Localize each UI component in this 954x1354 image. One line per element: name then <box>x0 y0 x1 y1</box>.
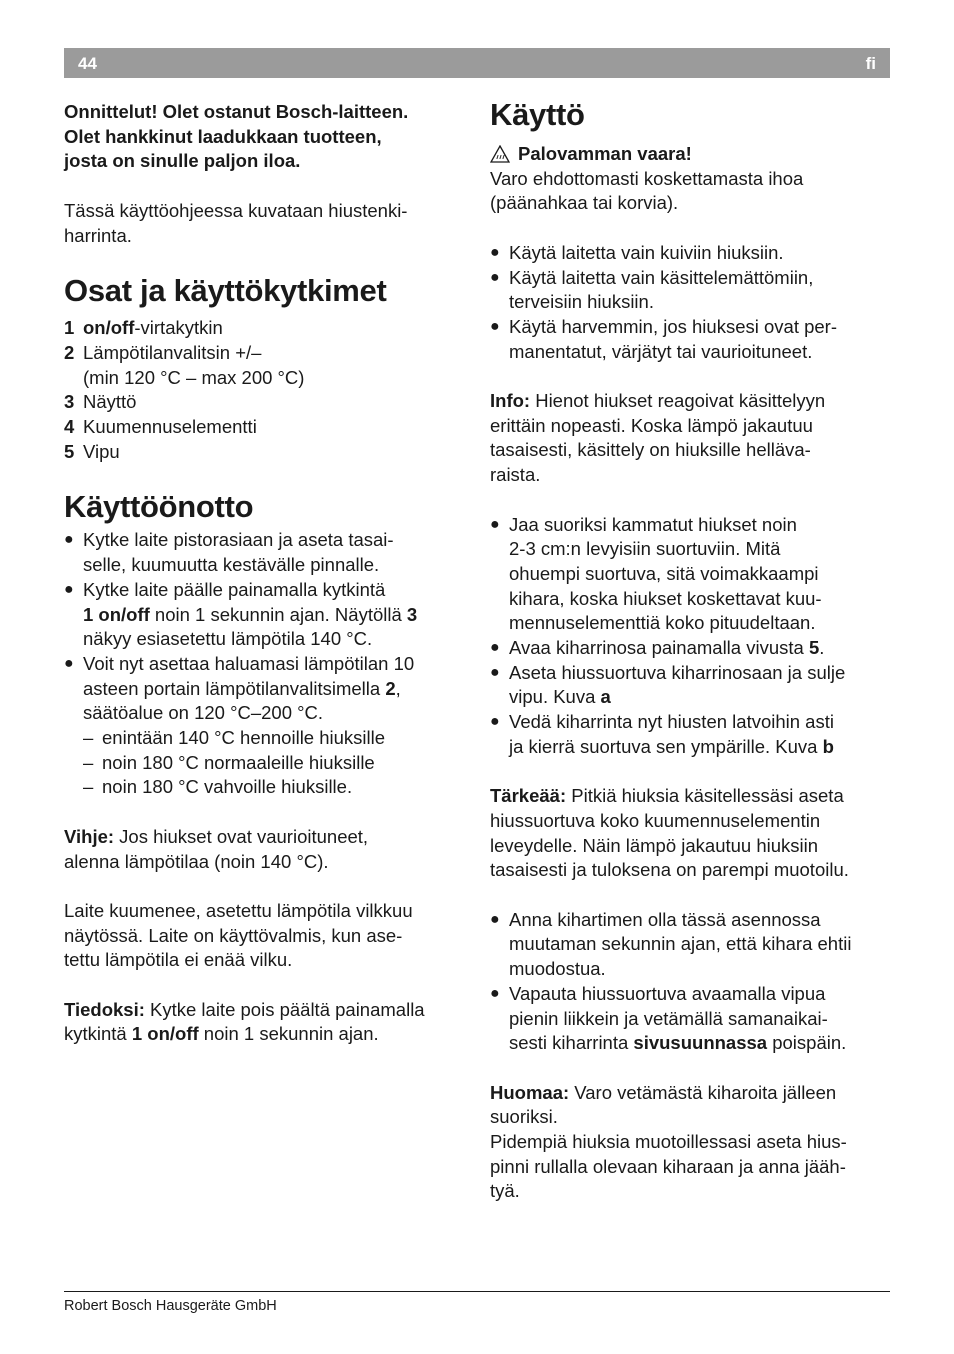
bullet-text: . <box>819 637 825 659</box>
bullet-bold: 2 <box>385 677 396 699</box>
dash-text: noin 180 °C vahvoille hiuksille. <box>102 776 353 798</box>
page-number: 44 <box>78 54 97 73</box>
bullet-text: Vapauta hiussuortuva avaamalla vipua <box>509 982 826 1004</box>
intro-line: josta on sinulle paljon iloa. <box>64 150 301 172</box>
important-paragraph <box>490 784 895 809</box>
bullet-text: mennuselementtiä koko pituudeltaan. <box>509 612 816 634</box>
item-number: 3 <box>64 391 75 413</box>
important-text-line: hiussuortuva koko kuumennuselementin <box>490 809 821 831</box>
footer-company: Robert Bosch Hausgeräte GmbH <box>64 1298 277 1314</box>
bullet-dot: ● <box>490 984 500 1002</box>
setup-bullet <box>64 652 469 726</box>
bullet-text: ja kierrä suortuva sen ympärille. Kuva <box>509 735 823 757</box>
item-number: 2 <box>64 341 75 363</box>
usage-bullet <box>490 315 895 364</box>
step-bullet <box>490 513 895 637</box>
item-number: 5 <box>64 440 75 462</box>
usage-bullet <box>490 266 895 315</box>
bullet-text: kihara, koska hiukset koskettavat kuu- <box>509 587 822 609</box>
bullet-text: Käytä laitetta vain kuiviin hiuksiin. <box>509 241 784 263</box>
bullet-dot: ● <box>490 663 500 681</box>
important-label: Tärkeää: <box>490 785 567 807</box>
page-header-bar <box>64 48 890 78</box>
footer-divider <box>64 1291 890 1292</box>
bullet-text: Kytke laite pistorasiaan ja aseta tasai- <box>83 529 394 551</box>
bullet-text: , <box>395 677 401 699</box>
usage-heading: Käyttö <box>490 97 585 132</box>
tip-text-line: alenna lämpötilaa (noin 140 °C). <box>64 850 329 872</box>
bullet-text: Käytä laitetta vain käsittelemättömiin, <box>509 266 814 288</box>
bullet-text: Voit nyt asettaa haluamasi lämpötilan 10 <box>83 652 415 674</box>
bullet-dot: ● <box>490 910 500 928</box>
right-column <box>490 97 895 1204</box>
bullet-bold: 5 <box>808 637 820 659</box>
parts-item <box>64 440 469 465</box>
intro-line: Onnittelut! Olet ostanut Bosch-laitteen. <box>64 101 409 122</box>
info-paragraph <box>490 389 895 414</box>
dash-item: – enintään 140 °C hennoille hiuksille <box>64 726 469 751</box>
info-text-line: raista. <box>490 464 541 486</box>
figure-ref: a <box>600 686 611 708</box>
important-text: Pitkiä hiuksia käsitellessäsi aseta <box>566 785 844 807</box>
item-text: -virtakytkin <box>134 317 223 339</box>
bullet-text: Käytä harvemmin, jos hiuksesi ovat per- <box>509 315 837 337</box>
dash-text: noin 180 °C normaaleille hiuksille <box>102 751 375 773</box>
warning-triangle-icon <box>490 145 510 163</box>
bullet-dot: ● <box>64 531 74 549</box>
heat-text-line: tettu lämpötila ei enää vilku. <box>64 949 293 971</box>
bullet-bold: 3 <box>406 603 418 625</box>
usage-bullet <box>490 241 895 266</box>
info-text: kytkintä <box>64 1023 132 1045</box>
bullet-text: Kytke laite päälle painamalla kytkintä <box>83 578 386 600</box>
left-column <box>64 100 469 1047</box>
setup-heading: Käyttöönotto <box>64 489 254 525</box>
item-number: 4 <box>64 416 75 438</box>
bullet-text: manentatut, värjätyt tai vaurioituneet. <box>509 340 813 362</box>
bullet-dot: ● <box>490 713 500 731</box>
bullet-text: Jaa suoriksi kammatut hiukset noin <box>509 513 797 535</box>
item-bold: on/off <box>83 317 135 339</box>
item-text: (min 120 °C – max 200 °C) <box>83 366 305 388</box>
note-label: Huomaa: <box>490 1081 570 1103</box>
heat-text-line: Laite kuumenee, asetettu lämpötila vilkkuu <box>64 899 413 921</box>
bullet-text: Anna kihartimen olla tässä asennossa <box>509 908 821 930</box>
bullet-text: noin 1 sekunnin ajan. Näytöllä <box>149 603 407 625</box>
item-text: Kuumennuselementti <box>83 416 257 438</box>
bullet-text: pienin liikkein ja vetämällä samanaikai- <box>509 1007 828 1029</box>
dash-text: enintään 140 °C hennoille hiuksille <box>102 727 386 749</box>
note-text: Varo vetämästä kiharoita jälleen <box>569 1081 837 1103</box>
parts-list <box>64 316 469 464</box>
setup-bullet <box>64 528 469 577</box>
important-text-line: tasaisesti ja tuloksena on parempi muotoilu. <box>490 859 849 881</box>
important-text-line: leveydelle. Näin lämpö jakautuu hiuksiin <box>490 834 819 856</box>
bullet-text: vipu. Kuva <box>509 686 601 708</box>
step-bullet <box>490 908 895 982</box>
bullet-text: Avaa kiharrinosa painamalla vivusta <box>509 637 809 659</box>
bullet-text: säätöalue on 120 °C–200 °C. <box>83 702 324 724</box>
info-text: noin 1 sekunnin ajan. <box>198 1023 379 1045</box>
figure-ref: b <box>822 735 834 757</box>
info-label: Tiedoksi: <box>64 998 145 1020</box>
item-text: Lämpötilanvalitsin +/– <box>83 341 262 363</box>
note-paragraph <box>490 1081 895 1106</box>
parts-item <box>64 390 469 415</box>
parts-heading: Osat ja käyttökytkimet <box>64 273 387 309</box>
bullet-text: Vedä kiharrinta nyt hiusten latvoihin asti <box>509 711 834 733</box>
dash-item: – noin 180 °C vahvoille hiuksille. <box>64 775 469 800</box>
bullet-text: Aseta hiussuortuva kiharrinosaan ja sulje <box>509 661 846 683</box>
item-text: Vipu <box>83 440 120 462</box>
warning-text-line: (päänahkaa tai korvia). <box>490 192 679 214</box>
warning-title: Palovamman vaara! <box>518 143 692 164</box>
bullet-dot: ● <box>64 580 74 598</box>
bullet-text: asteen portain lämpötilanvalitsimella <box>83 677 386 699</box>
bullet-text: ohuempi suortuva, sitä voimakkaampi <box>509 562 819 584</box>
warning-title-row <box>490 142 895 167</box>
note-text-line: pinni rullalla olevaan kiharaan ja anna jääh- <box>490 1155 846 1177</box>
bullet-dot: ● <box>490 243 500 261</box>
intro-bold <box>64 100 469 174</box>
item-number: 1 <box>64 317 75 339</box>
bullet-text: näkyy esiasetettu lämpötila 140 °C. <box>83 628 373 650</box>
intro-text-line: harrinta. <box>64 224 132 246</box>
parts-item <box>64 341 469 390</box>
tip-text: Jos hiukset ovat vaurioituneet, <box>114 825 369 847</box>
bullet-text: selle, kuumuutta kestävälle pinnalle. <box>83 554 380 576</box>
bullet-text: muodostua. <box>509 958 606 980</box>
bullet-text: muutaman sekunnin ajan, että kihara ehtii <box>509 933 852 955</box>
bullet-dot: ● <box>490 639 500 657</box>
intro-line: Olet hankkinut laadukkaan tuotteen, <box>64 125 382 147</box>
step-bullet <box>490 982 895 1056</box>
warning-text-line: Varo ehdottomasti koskettamasta ihoa <box>490 167 804 189</box>
tip-label: Vihje: <box>64 825 115 847</box>
info-label: Info: <box>490 390 531 411</box>
info-paragraph-line <box>64 1022 469 1047</box>
tip-paragraph <box>64 825 469 850</box>
info-text-line: erittäin nopeasti. Koska lämpö jakautuu <box>490 414 813 436</box>
heat-text-line: näytössä. Laite on käyttövalmis, kun ase- <box>64 924 403 946</box>
info-text: Kytke laite pois päältä painamalla <box>144 998 425 1020</box>
step-bullet <box>490 661 895 710</box>
info-paragraph <box>64 998 469 1023</box>
bullet-text: sesti kiharrinta <box>509 1032 634 1054</box>
bullet-text: poispäin. <box>767 1032 847 1054</box>
bullet-dot: ● <box>490 515 500 533</box>
item-text: Näyttö <box>83 391 137 413</box>
note-text-line: Pidempiä hiuksia muotoillessasi aseta hius- <box>490 1131 847 1153</box>
bullet-bold: 1 on/off <box>83 603 150 625</box>
setup-bullet <box>64 578 469 652</box>
parts-item <box>64 316 469 341</box>
bullet-dot: ● <box>490 268 500 286</box>
info-text: Hienot hiukset reagoivat käsittelyyn <box>530 390 826 411</box>
parts-item <box>64 415 469 440</box>
dash-item: – noin 180 °C normaaleille hiuksille <box>64 751 469 776</box>
bullet-text: 2-3 cm:n levyisiin suortuviin. Mitä <box>509 538 781 560</box>
info-bold: 1 on/off <box>131 1023 199 1045</box>
info-text-line: tasaisesti, käsittely on hiuksille helläva- <box>490 439 811 461</box>
intro-text-line: Tässä käyttöohjeessa kuvataan hiustenki- <box>64 199 408 221</box>
note-text-line: suoriksi. <box>490 1106 558 1128</box>
step-bullet <box>490 636 895 661</box>
bullet-text: terveisiin hiuksiin. <box>509 291 654 313</box>
language-code: fi <box>865 54 876 73</box>
step-bullet <box>490 710 895 759</box>
bullet-bold: sivusuunnassa <box>633 1032 768 1054</box>
note-text-line: tyä. <box>490 1180 520 1202</box>
bullet-dot: ● <box>64 654 74 672</box>
bullet-dot: ● <box>490 317 500 335</box>
